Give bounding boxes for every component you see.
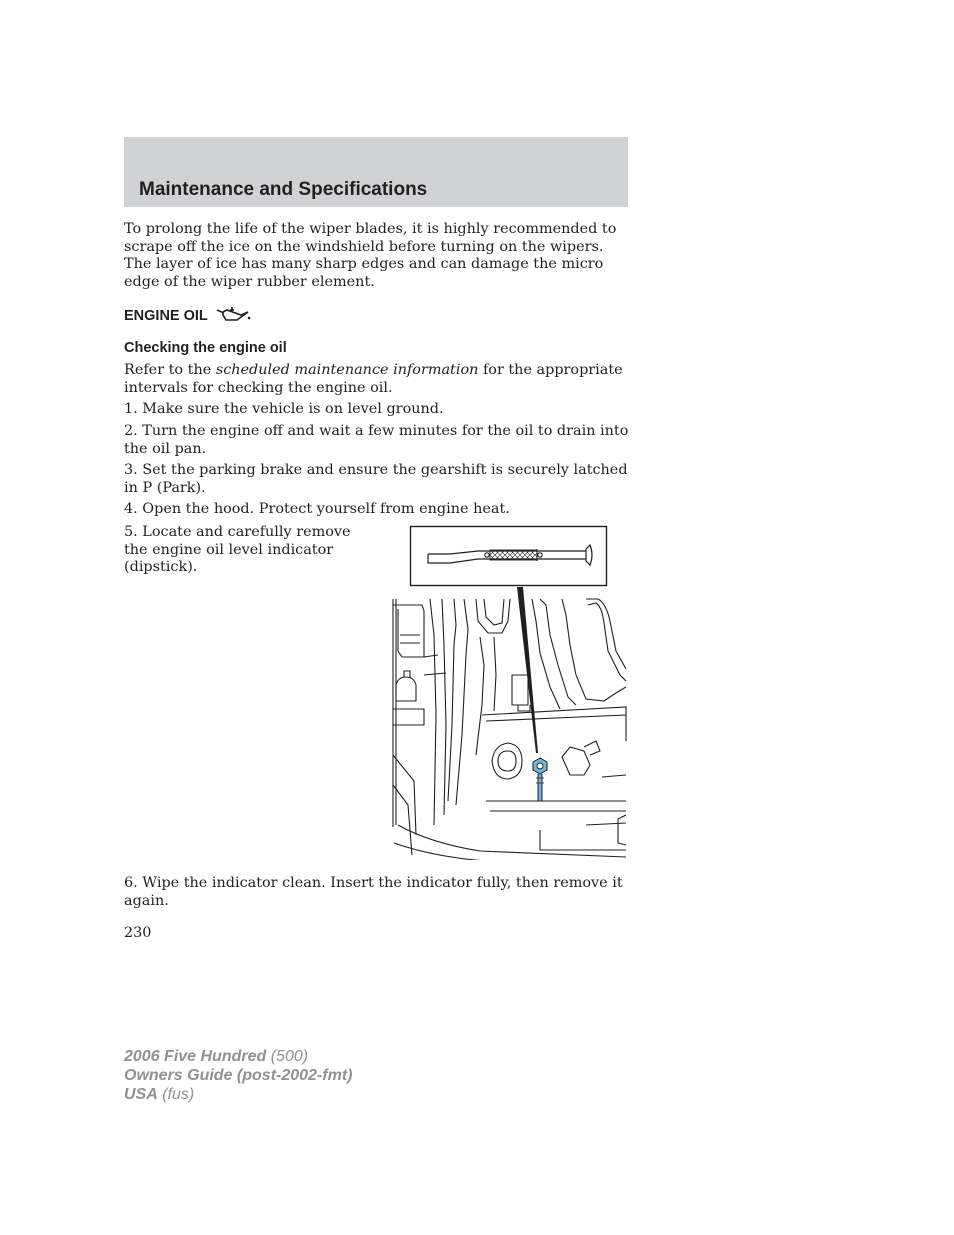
refer-paragraph [124,362,630,397]
footer-model: 2006 Five Hundred [124,1048,267,1065]
step-6: 6. Wipe the indicator clean. Insert the indicator fully, then remove it again. [124,875,623,909]
dipstick-illustration [390,525,630,864]
refer-text-after: for the appropriate intervals for checking the engine oil. [124,362,623,396]
step-2: 2. Turn the engine off and wait a few minutes for the oil to drain into the oil pan. [124,423,629,457]
page-number: 230 [124,925,152,941]
engine-oil-heading-text: ENGINE OIL [124,308,208,324]
engine-oil-heading [124,306,252,328]
footer-market-code: (fus) [157,1086,195,1103]
oil-can-icon [214,306,252,328]
dipstick-crosshatch-range [490,550,537,560]
refer-text-before: Refer to the [124,362,216,378]
step-5: 5. Locate and carefully remove the engine oil level indicator (dipstick). [124,524,351,575]
step-3: 3. Set the parking brake and ensure the gearshift is securely latched in P (Park). [124,462,628,496]
step-1: 1. Make sure the vehicle is on level ground. [124,401,444,417]
checking-oil-subheading: Checking the engine oil [124,340,287,356]
section-title: Maintenance and Specifications [139,179,428,200]
intro-paragraph: To prolong the life of the wiper blades, it is highly recommended to scrape off the ice on the windshield before turning on the wipers. The layer of ice has many sharp edges and can damage the micro edge of the wiper rubber element. [124,221,617,290]
scheduled-maintenance-reference: scheduled maintenance information [215,362,479,378]
footer-model-code: (500) [266,1048,309,1065]
footer-line-1 [124,1047,352,1066]
document-footer [124,1047,352,1104]
step-4: 4. Open the hood. Protect yourself from engine heat. [124,501,510,517]
section-header [124,137,628,207]
footer-line-3 [124,1085,352,1104]
footer-line-2 [124,1066,352,1085]
footer-market: USA [124,1086,158,1103]
footer-guide: Owners Guide (post-2002-fmt) [124,1067,353,1084]
